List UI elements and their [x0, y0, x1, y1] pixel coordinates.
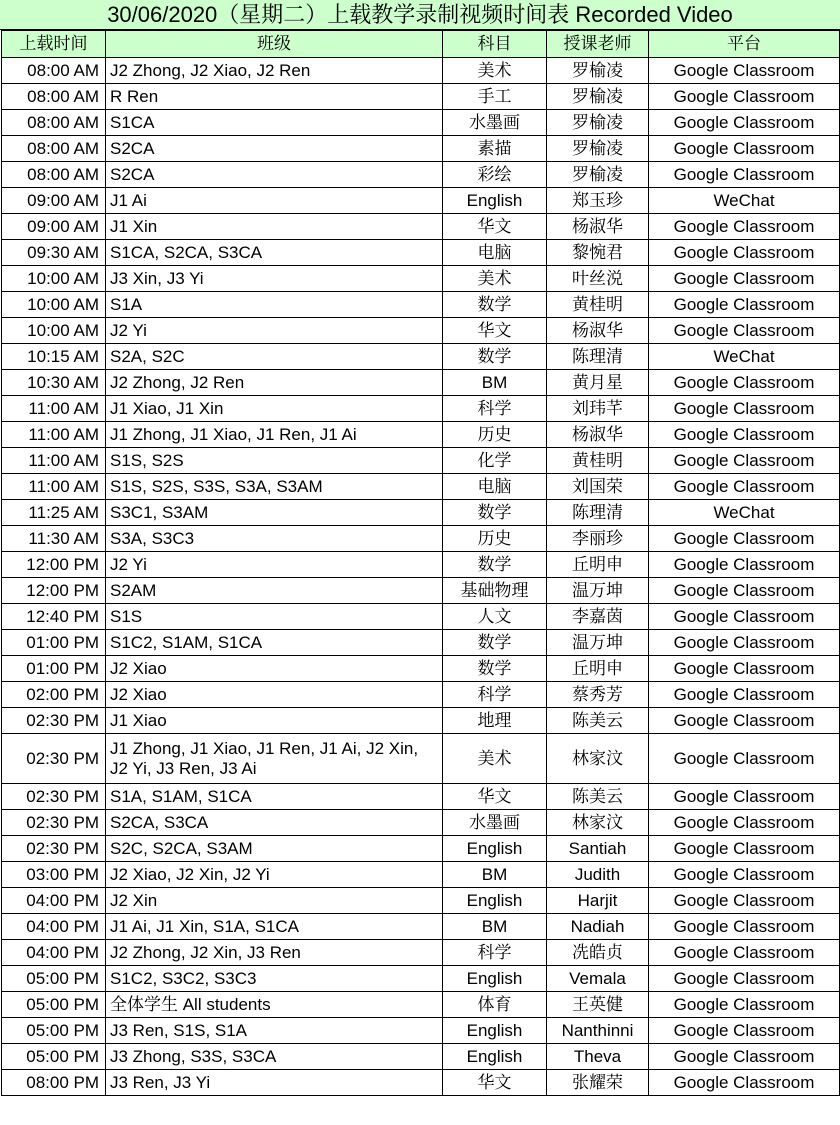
- table-row: [2, 578, 840, 604]
- cell-class: S1S, S2S: [106, 448, 443, 474]
- cell-platform: Google Classroom: [649, 1018, 840, 1044]
- table-row: [2, 862, 840, 888]
- table-row: [2, 474, 840, 500]
- cell-platform: Google Classroom: [649, 214, 840, 240]
- cell-platform: WeChat: [649, 344, 840, 370]
- cell-subject: 人文: [443, 604, 547, 630]
- cell-time: 02:30 PM: [2, 784, 106, 810]
- cell-time: 02:30 PM: [2, 734, 106, 784]
- cell-teacher: 温万坤: [547, 630, 649, 656]
- cell-subject: 素描: [443, 136, 547, 162]
- cell-teacher: Vemala: [547, 966, 649, 992]
- cell-platform: Google Classroom: [649, 784, 840, 810]
- cell-subject: English: [443, 888, 547, 914]
- cell-class: S1S: [106, 604, 443, 630]
- cell-teacher: Santiah: [547, 836, 649, 862]
- cell-subject: 水墨画: [443, 110, 547, 136]
- cell-time: 11:00 AM: [2, 448, 106, 474]
- table-row: [2, 422, 840, 448]
- cell-time: 08:00 AM: [2, 84, 106, 110]
- cell-class: J2 Xiao: [106, 656, 443, 682]
- cell-time: 04:00 PM: [2, 940, 106, 966]
- cell-subject: 华文: [443, 784, 547, 810]
- cell-time: 11:00 AM: [2, 422, 106, 448]
- cell-platform: Google Classroom: [649, 630, 840, 656]
- cell-teacher: 黄月星: [547, 370, 649, 396]
- cell-class: S1S, S2S, S3S, S3A, S3AM: [106, 474, 443, 500]
- cell-platform: Google Classroom: [649, 992, 840, 1018]
- cell-platform: Google Classroom: [649, 940, 840, 966]
- cell-time: 04:00 PM: [2, 888, 106, 914]
- cell-platform: Google Classroom: [649, 604, 840, 630]
- cell-platform: WeChat: [649, 500, 840, 526]
- cell-subject: 科学: [443, 396, 547, 422]
- cell-class: J3 Xin, J3 Yi: [106, 266, 443, 292]
- cell-teacher: 丘明申: [547, 552, 649, 578]
- cell-class: S2CA: [106, 162, 443, 188]
- table-row: [2, 708, 840, 734]
- cell-subject: English: [443, 966, 547, 992]
- cell-class: R Ren: [106, 84, 443, 110]
- cell-teacher: 杨淑华: [547, 214, 649, 240]
- cell-time: 10:30 AM: [2, 370, 106, 396]
- cell-class: J2 Yi: [106, 318, 443, 344]
- cell-teacher: 温万坤: [547, 578, 649, 604]
- cell-subject: 华文: [443, 214, 547, 240]
- column-header-time: 上载时间: [2, 31, 106, 58]
- cell-teacher: 陈美云: [547, 708, 649, 734]
- cell-platform: Google Classroom: [649, 810, 840, 836]
- cell-time: 05:00 PM: [2, 966, 106, 992]
- table-row: [2, 214, 840, 240]
- cell-class: J3 Ren, S1S, S1A: [106, 1018, 443, 1044]
- cell-teacher: 李嘉茵: [547, 604, 649, 630]
- cell-class: S1C2, S3C2, S3C3: [106, 966, 443, 992]
- cell-teacher: 张耀荣: [547, 1070, 649, 1096]
- table-row: [2, 292, 840, 318]
- cell-time: 04:00 PM: [2, 914, 106, 940]
- cell-platform: Google Classroom: [649, 862, 840, 888]
- cell-platform: Google Classroom: [649, 422, 840, 448]
- cell-time: 08:00 AM: [2, 162, 106, 188]
- cell-teacher: 陈美云: [547, 784, 649, 810]
- cell-time: 10:15 AM: [2, 344, 106, 370]
- cell-subject: BM: [443, 914, 547, 940]
- cell-time: 02:30 PM: [2, 836, 106, 862]
- cell-class: J1 Zhong, J1 Xiao, J1 Ren, J1 Ai: [106, 422, 443, 448]
- cell-class: J1 Xiao, J1 Xin: [106, 396, 443, 422]
- cell-class: J2 Zhong, J2 Ren: [106, 370, 443, 396]
- cell-platform: Google Classroom: [649, 240, 840, 266]
- table-row: [2, 630, 840, 656]
- cell-class: J1 Xiao: [106, 708, 443, 734]
- table-row: [2, 1044, 840, 1070]
- cell-platform: Google Classroom: [649, 136, 840, 162]
- cell-class: J1 Ai: [106, 188, 443, 214]
- cell-subject: 数学: [443, 630, 547, 656]
- cell-platform: Google Classroom: [649, 734, 840, 784]
- cell-time: 09:30 AM: [2, 240, 106, 266]
- cell-teacher: 黎惋君: [547, 240, 649, 266]
- cell-time: 10:00 AM: [2, 292, 106, 318]
- cell-class: S2AM: [106, 578, 443, 604]
- cell-subject: 地理: [443, 708, 547, 734]
- cell-teacher: 刘国荣: [547, 474, 649, 500]
- cell-subject: 化学: [443, 448, 547, 474]
- table-row: [2, 682, 840, 708]
- cell-class: S2CA: [106, 136, 443, 162]
- cell-teacher: Theva: [547, 1044, 649, 1070]
- cell-time: 03:00 PM: [2, 862, 106, 888]
- cell-teacher: 罗榆凌: [547, 58, 649, 84]
- cell-class: S1A: [106, 292, 443, 318]
- header-row: [2, 31, 840, 58]
- table-row: [2, 58, 840, 84]
- cell-subject: 数学: [443, 552, 547, 578]
- cell-time: 10:00 AM: [2, 266, 106, 292]
- cell-teacher: 罗榆凌: [547, 110, 649, 136]
- table-row: [2, 110, 840, 136]
- cell-platform: Google Classroom: [649, 656, 840, 682]
- table-row: [2, 162, 840, 188]
- cell-time: 02:00 PM: [2, 682, 106, 708]
- cell-class: S2A, S2C: [106, 344, 443, 370]
- cell-time: 05:00 PM: [2, 1018, 106, 1044]
- cell-teacher: Nanthinni: [547, 1018, 649, 1044]
- table-row: [2, 526, 840, 552]
- table-row: [2, 734, 840, 784]
- table-row: [2, 914, 840, 940]
- table-row: [2, 188, 840, 214]
- cell-subject: 手工: [443, 84, 547, 110]
- table-row: [2, 888, 840, 914]
- cell-teacher: 杨淑华: [547, 422, 649, 448]
- cell-subject: 体育: [443, 992, 547, 1018]
- cell-subject: 数学: [443, 500, 547, 526]
- cell-time: 08:00 PM: [2, 1070, 106, 1096]
- schedule-table: [1, 30, 840, 1096]
- cell-class: J3 Ren, J3 Yi: [106, 1070, 443, 1096]
- cell-subject: 美术: [443, 58, 547, 84]
- cell-class: J2 Zhong, J2 Xin, J3 Ren: [106, 940, 443, 966]
- table-row: [2, 810, 840, 836]
- cell-time: 05:00 PM: [2, 1044, 106, 1070]
- cell-time: 08:00 AM: [2, 58, 106, 84]
- cell-time: 12:00 PM: [2, 578, 106, 604]
- cell-teacher: Judith: [547, 862, 649, 888]
- cell-class: S2C, S2CA, S3AM: [106, 836, 443, 862]
- cell-subject: BM: [443, 862, 547, 888]
- table-row: [2, 940, 840, 966]
- cell-teacher: 王英健: [547, 992, 649, 1018]
- cell-platform: Google Classroom: [649, 474, 840, 500]
- cell-subject: English: [443, 1044, 547, 1070]
- cell-subject: 华文: [443, 1070, 547, 1096]
- cell-platform: Google Classroom: [649, 110, 840, 136]
- cell-subject: 水墨画: [443, 810, 547, 836]
- cell-teacher: 刘玮芊: [547, 396, 649, 422]
- cell-platform: Google Classroom: [649, 58, 840, 84]
- table-row: [2, 266, 840, 292]
- cell-time: 09:00 AM: [2, 214, 106, 240]
- cell-teacher: 叶丝涚: [547, 266, 649, 292]
- cell-subject: 电脑: [443, 240, 547, 266]
- page-title: 30/06/2020（星期二）上载教学录制视频时间表 Recorded Video: [0, 0, 840, 30]
- schedule-body: [2, 58, 840, 1096]
- cell-teacher: 杨淑华: [547, 318, 649, 344]
- cell-platform: Google Classroom: [649, 292, 840, 318]
- cell-subject: 历史: [443, 526, 547, 552]
- cell-subject: 美术: [443, 734, 547, 784]
- cell-time: 11:00 AM: [2, 474, 106, 500]
- table-row: [2, 552, 840, 578]
- cell-platform: Google Classroom: [649, 526, 840, 552]
- cell-subject: 数学: [443, 292, 547, 318]
- table-row: [2, 1018, 840, 1044]
- cell-subject: 彩绘: [443, 162, 547, 188]
- cell-teacher: 黄桂明: [547, 448, 649, 474]
- cell-platform: Google Classroom: [649, 708, 840, 734]
- cell-teacher: 陈理清: [547, 500, 649, 526]
- cell-class: J1 Xin: [106, 214, 443, 240]
- cell-subject: English: [443, 188, 547, 214]
- cell-platform: Google Classroom: [649, 396, 840, 422]
- table-row: [2, 656, 840, 682]
- cell-platform: Google Classroom: [649, 836, 840, 862]
- cell-teacher: 林家汶: [547, 810, 649, 836]
- cell-teacher: 罗榆凌: [547, 84, 649, 110]
- table-row: [2, 396, 840, 422]
- cell-class: S3C1, S3AM: [106, 500, 443, 526]
- cell-subject: 数学: [443, 656, 547, 682]
- cell-class: J2 Xiao: [106, 682, 443, 708]
- cell-subject: 电脑: [443, 474, 547, 500]
- cell-platform: Google Classroom: [649, 888, 840, 914]
- cell-platform: Google Classroom: [649, 318, 840, 344]
- cell-platform: Google Classroom: [649, 578, 840, 604]
- table-row: [2, 344, 840, 370]
- table-row: [2, 966, 840, 992]
- cell-subject: 美术: [443, 266, 547, 292]
- cell-time: 02:30 PM: [2, 708, 106, 734]
- cell-teacher: 罗榆凌: [547, 136, 649, 162]
- cell-class: J2 Yi: [106, 552, 443, 578]
- cell-subject: English: [443, 836, 547, 862]
- cell-class: S1CA: [106, 110, 443, 136]
- cell-class: J2 Zhong, J2 Xiao, J2 Ren: [106, 58, 443, 84]
- column-header-class: 班级: [106, 31, 443, 58]
- cell-platform: WeChat: [649, 188, 840, 214]
- cell-platform: Google Classroom: [649, 370, 840, 396]
- cell-subject: 科学: [443, 940, 547, 966]
- cell-time: 10:00 AM: [2, 318, 106, 344]
- table-row: [2, 604, 840, 630]
- cell-teacher: Harjit: [547, 888, 649, 914]
- cell-class: S3A, S3C3: [106, 526, 443, 552]
- cell-class: S1A, S1AM, S1CA: [106, 784, 443, 810]
- cell-subject: 历史: [443, 422, 547, 448]
- cell-teacher: 丘明申: [547, 656, 649, 682]
- cell-teacher: 陈理清: [547, 344, 649, 370]
- cell-time: 08:00 AM: [2, 136, 106, 162]
- cell-platform: Google Classroom: [649, 162, 840, 188]
- cell-teacher: 郑玉珍: [547, 188, 649, 214]
- cell-class: J3 Zhong, S3S, S3CA: [106, 1044, 443, 1070]
- column-header-platform: 平台: [649, 31, 840, 58]
- cell-teacher: 罗榆凌: [547, 162, 649, 188]
- cell-class: J2 Xiao, J2 Xin, J2 Yi: [106, 862, 443, 888]
- cell-class: S2CA, S3CA: [106, 810, 443, 836]
- cell-teacher: 冼皓贞: [547, 940, 649, 966]
- cell-platform: Google Classroom: [649, 552, 840, 578]
- table-row: [2, 1070, 840, 1096]
- cell-platform: Google Classroom: [649, 448, 840, 474]
- cell-teacher: 林家汶: [547, 734, 649, 784]
- cell-time: 02:30 PM: [2, 810, 106, 836]
- cell-class: S1CA, S2CA, S3CA: [106, 240, 443, 266]
- table-row: [2, 370, 840, 396]
- cell-subject: 科学: [443, 682, 547, 708]
- table-row: [2, 448, 840, 474]
- cell-platform: Google Classroom: [649, 682, 840, 708]
- cell-teacher: 蔡秀芳: [547, 682, 649, 708]
- cell-subject: 华文: [443, 318, 547, 344]
- cell-platform: Google Classroom: [649, 266, 840, 292]
- cell-subject: 基础物理: [443, 578, 547, 604]
- cell-time: 08:00 AM: [2, 110, 106, 136]
- cell-time: 05:00 PM: [2, 992, 106, 1018]
- cell-platform: Google Classroom: [649, 914, 840, 940]
- cell-time: 11:00 AM: [2, 396, 106, 422]
- cell-class: 全体学生 All students: [106, 992, 443, 1018]
- cell-platform: Google Classroom: [649, 1044, 840, 1070]
- cell-platform: Google Classroom: [649, 84, 840, 110]
- cell-time: 11:25 AM: [2, 500, 106, 526]
- table-row: [2, 136, 840, 162]
- table-row: [2, 500, 840, 526]
- cell-subject: 数学: [443, 344, 547, 370]
- cell-time: 09:00 AM: [2, 188, 106, 214]
- cell-time: 11:30 AM: [2, 526, 106, 552]
- table-row: [2, 318, 840, 344]
- cell-subject: English: [443, 1018, 547, 1044]
- cell-teacher: 李丽珍: [547, 526, 649, 552]
- cell-platform: Google Classroom: [649, 1070, 840, 1096]
- cell-time: 01:00 PM: [2, 630, 106, 656]
- cell-class: J1 Ai, J1 Xin, S1A, S1CA: [106, 914, 443, 940]
- cell-class: J1 Zhong, J1 Xiao, J1 Ren, J1 Ai, J2 Xin, J2 Yi, J3 Ren, J3 Ai: [106, 734, 443, 784]
- cell-teacher: Nadiah: [547, 914, 649, 940]
- cell-subject: BM: [443, 370, 547, 396]
- table-row: [2, 836, 840, 862]
- cell-class: S1C2, S1AM, S1CA: [106, 630, 443, 656]
- table-row: [2, 992, 840, 1018]
- cell-time: 12:00 PM: [2, 552, 106, 578]
- cell-time: 01:00 PM: [2, 656, 106, 682]
- cell-time: 12:40 PM: [2, 604, 106, 630]
- table-row: [2, 784, 840, 810]
- table-row: [2, 240, 840, 266]
- cell-platform: Google Classroom: [649, 966, 840, 992]
- column-header-teacher: 授课老师: [547, 31, 649, 58]
- column-header-subject: 科目: [443, 31, 547, 58]
- table-row: [2, 84, 840, 110]
- cell-teacher: 黄桂明: [547, 292, 649, 318]
- cell-class: J2 Xin: [106, 888, 443, 914]
